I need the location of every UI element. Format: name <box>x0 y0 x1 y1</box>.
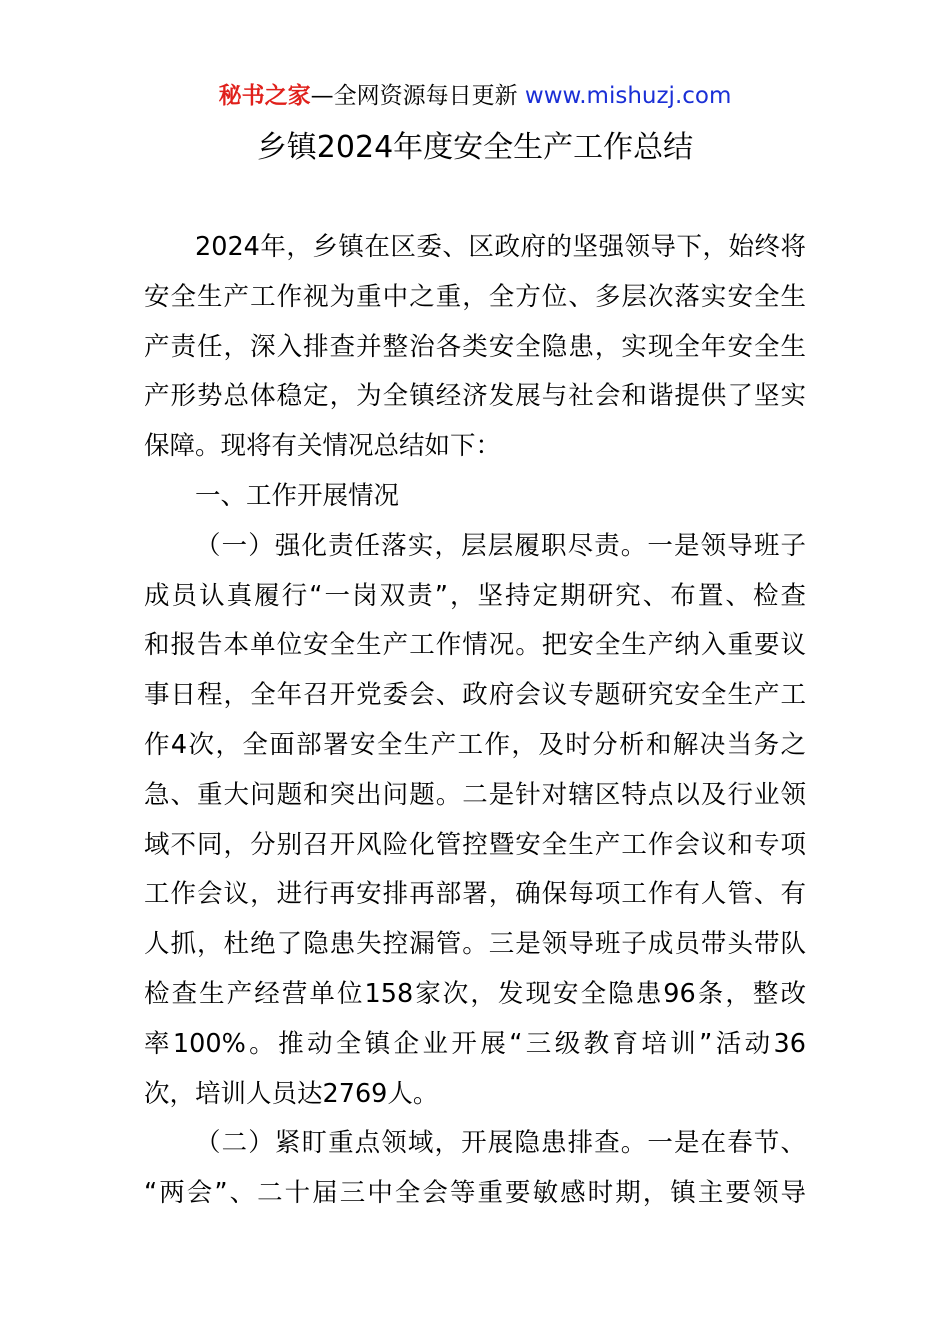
text-line: 2024年，乡镇在区委、区政府的坚强领导下，始终将 <box>195 232 806 262</box>
text-line: 产形势总体稳定，为全镇经济发展与社会和谐提供了坚实 <box>144 381 806 412</box>
text-line: 检查生产经营单位158家次，发现安全隐患96条，整改 <box>144 978 806 1009</box>
text-line: 成员认真履行“一岗双责”，坚持定期研究、布置、检查 <box>144 580 806 611</box>
text-line: 急、重大问题和突出问题。二是针对辖区特点以及行业领 <box>144 779 806 810</box>
text-line: 保障。现将有关情况总结如下： <box>144 431 502 462</box>
site-url-link[interactable]: www.mishuzj.com <box>524 83 732 109</box>
text-line: 产责任，深入排查并整治各类安全隐患，实现全年安全生 <box>144 331 806 362</box>
text-line: 安全生产工作视为重中之重，全方位、多层次落实安全生 <box>144 281 806 312</box>
text-line: 作4次，全面部署安全生产工作，及时分析和解决当务之 <box>144 729 806 760</box>
text-line: 人抓，杜绝了隐患失控漏管。三是领导班子成员带头带队 <box>144 929 806 960</box>
text-line: 事日程，全年召开党委会、政府会议专题研究安全生产工 <box>144 680 806 711</box>
text-line: （二）紧盯重点领域，开展隐患排查。一是在春节、 <box>195 1128 806 1159</box>
text-line: 次，培训人员达2769人。 <box>144 1078 439 1109</box>
text-line: 域不同，分别召开风险化管控暨安全生产工作会议和专项 <box>144 829 806 860</box>
text-line: “两会”、二十届三中全会等重要敏感时期，镇主要领导 <box>144 1178 806 1209</box>
text-line: （一）强化责任落实，层层履职尽责。一是领导班子 <box>195 530 806 561</box>
site-tagline: —全网资源每日更新 <box>310 83 525 109</box>
section-heading: 一、工作开展情况 <box>195 480 400 511</box>
text-line: 工作会议，进行再安排再部署，确保每项工作有人管、有 <box>144 879 806 910</box>
text-line: 率100%。推动全镇企业开展“三级教育培训”活动36 <box>144 1028 806 1059</box>
text-line: 和报告本单位安全生产工作情况。把安全生产纳入重要议 <box>144 630 806 661</box>
site-header <box>0 78 950 114</box>
site-brand: 秘书之家 <box>218 83 311 109</box>
document-title: 乡镇2024年度安全生产工作总结 <box>256 130 694 165</box>
document-body <box>144 223 806 1219</box>
